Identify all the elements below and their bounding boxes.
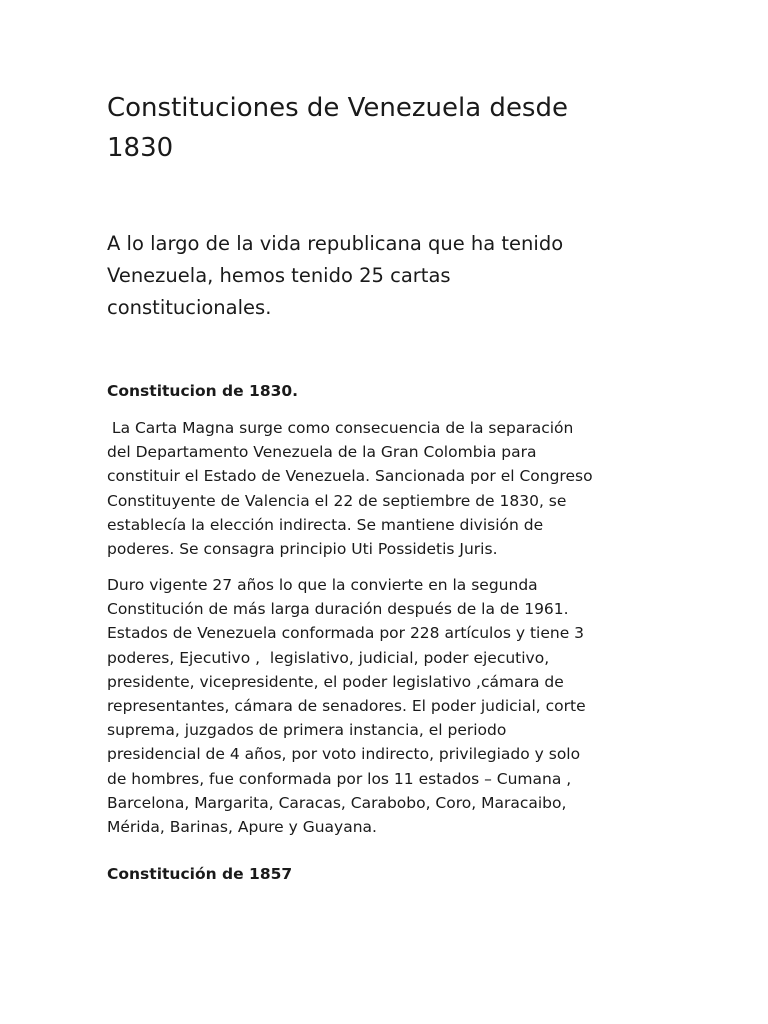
section-heading-1830: Constitucion de 1830. [107,382,299,400]
paragraph-line: representantes, cámara de senadores. El poder judicial, corte [107,697,586,716]
title-line: 1830 [107,133,174,163]
intro-line: A lo largo de la vida republicana que ha tenido [107,232,564,255]
intro-paragraph [107,228,667,324]
title-line: Constituciones de Venezuela desde [107,93,568,123]
paragraph-line: establecía la elección indirecta. Se mantiene división de [107,515,544,534]
paragraph-line: poderes. Se consagra principio Uti Possidetis Juris. [107,540,498,559]
paragraph-line: Mérida, Barinas, Apure y Guayana. [107,818,377,837]
intro-line: Venezuela, hemos tenido 25 cartas [107,264,451,287]
paragraph-line: de hombres, fue conformada por los 11 estados – Cumana , [107,769,572,788]
paragraph-line: Estados de Venezuela conformada por 228 artículos y tiene 3 [107,624,585,643]
paragraph-1830-details [107,573,667,839]
paragraph-line: del Departamento Venezuela de la Gran Colombia para [107,443,537,462]
section-heading-1857: Constitución de 1857 [107,865,293,883]
paragraph-line: presidente, vicepresidente, el poder legislativo ,cámara de [107,672,564,691]
paragraph-line: constituir el Estado de Venezuela. Sancionada por el Congreso [107,467,593,486]
paragraph-line: La Carta Magna surge como consecuencia de la separación [107,419,574,437]
paragraph-line: Constitución de más larga duración después de la de 1961. [107,600,569,619]
paragraph-line: Barcelona, Margarita, Caracas, Carabobo, Coro, Maracaibo, [107,793,567,812]
paragraph-line: Constituyente de Valencia el 22 de septiembre de 1830, se [107,491,567,510]
paragraph-line: presidencial de 4 años, por voto indirecto, privilegiado y solo [107,745,581,764]
intro-line: constitucionales. [107,296,272,319]
paragraph-line: Duro vigente 27 años lo que la convierte en la segunda [107,576,538,594]
paragraph-line: poderes, Ejecutivo , legislativo, judicial, poder ejecutivo, [107,648,550,667]
paragraph-line: suprema, juzgados de primera instancia, el periodo [107,721,507,740]
document-title [107,88,667,168]
paragraph-1830-intro [107,416,667,561]
